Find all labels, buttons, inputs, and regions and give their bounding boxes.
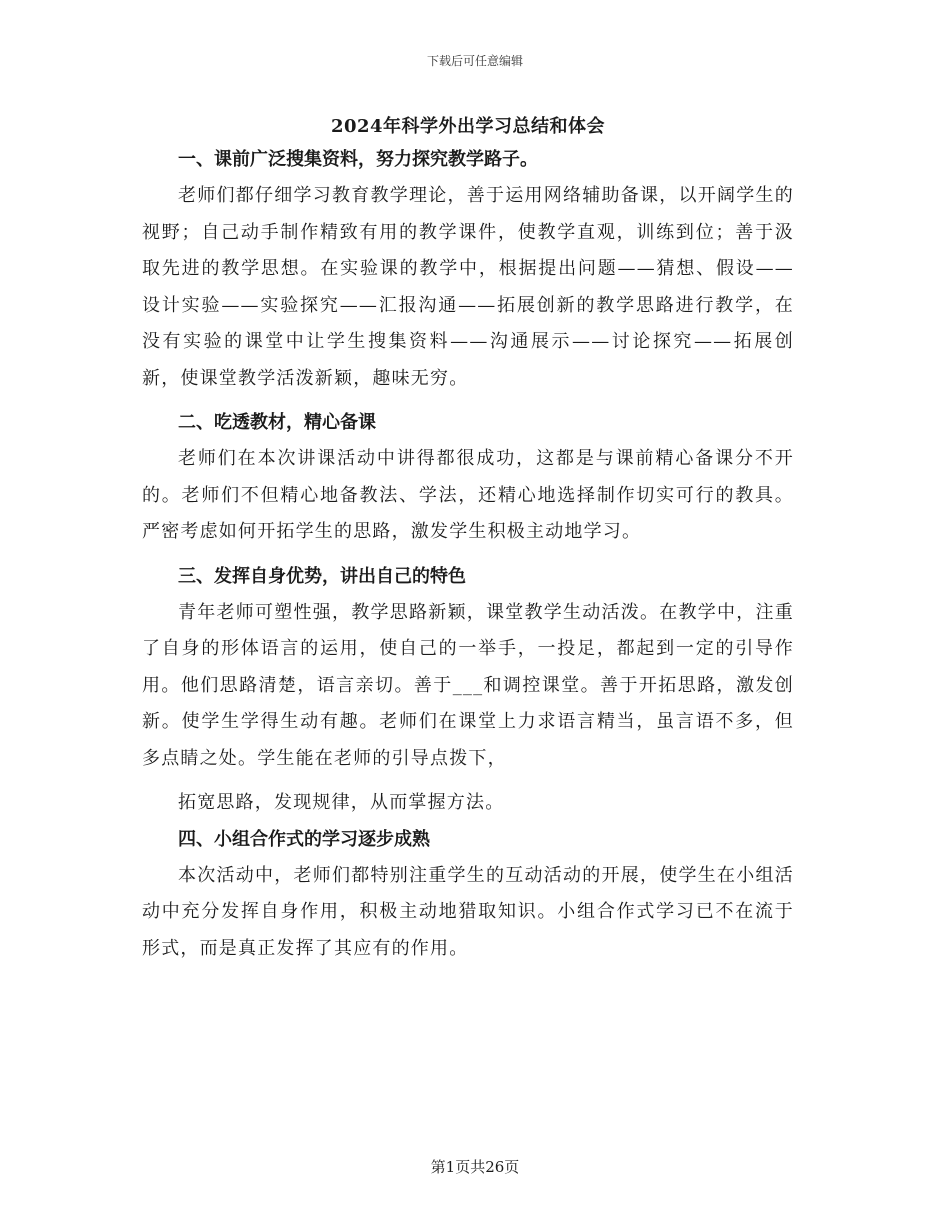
- section-4-paragraph-1: 本次活动中，老师们都特别注重学生的互动活动的开展，使学生在小组活动中充分发挥自身作用，积极主动地猎取知识。小组合作式学习已不在流于形式，而是真正发挥了其应有的作用。: [142, 864, 794, 959]
- section-heading-1: 一、课前广泛搜集资料，努力探究教学路子。: [178, 149, 538, 170]
- document-title: 2024年科学外出学习总结和体会: [330, 116, 606, 137]
- section-3-paragraph-1: 青年老师可塑性强，教学思路新颖，课堂教学生动活泼。在教学中，注重了自身的形体语言的运用，使自己的一举手，一投足，都起到一定的引导作用。他们思路清楚，语言亲切。善于___和调控课堂。善于开拓思路，激发创新。使学生学得生动有趣。老师们在课堂上力求语言精当，虽言语不多，但多点睛之处。学生能在老师的引导点拨下，: [142, 601, 794, 769]
- page-header-note: 下载后可任意编辑: [426, 54, 523, 68]
- section-heading-3: 三、发挥自身优势，讲出自己的特色: [178, 565, 466, 587]
- document-body: [142, 112, 794, 967]
- section-heading-4: 四、小组合作式的学习逐步成熟: [178, 828, 430, 850]
- page-footer-number: 第1页共26页: [430, 1158, 520, 1176]
- section-3-paragraph-2: 拓宽思路，发现规律，从而掌握方法。: [178, 792, 505, 813]
- section-1-paragraph-1: 老师们都仔细学习教育教学理论，善于运用网络辅助备课，以开阔学生的视野；自己动手制作精致有用的教学课件，使教学直观，训练到位；善于汲取先进的教学思想。在实验课的教学中，根据提出问题——猜想、假设——设计实验——实验探究——汇报沟通——拓展创新的教学思路进行教学，在没有实验的课堂中让学生搜集资料——沟通展示——讨论探究——拓展创新，使课堂教学活泼新颖，趣味无穷。: [142, 185, 794, 389]
- section-2-paragraph-1: 老师们在本次讲课活动中讲得都很成功，这都是与课前精心备课分不开的。老师们不但精心地备教法、学法，还精心地选择制作切实可行的教具。严密考虑如何开拓学生的思路，激发学生积极主动地学习。: [142, 448, 794, 542]
- section-heading-2: 二、吃透教材，精心备课: [178, 412, 376, 433]
